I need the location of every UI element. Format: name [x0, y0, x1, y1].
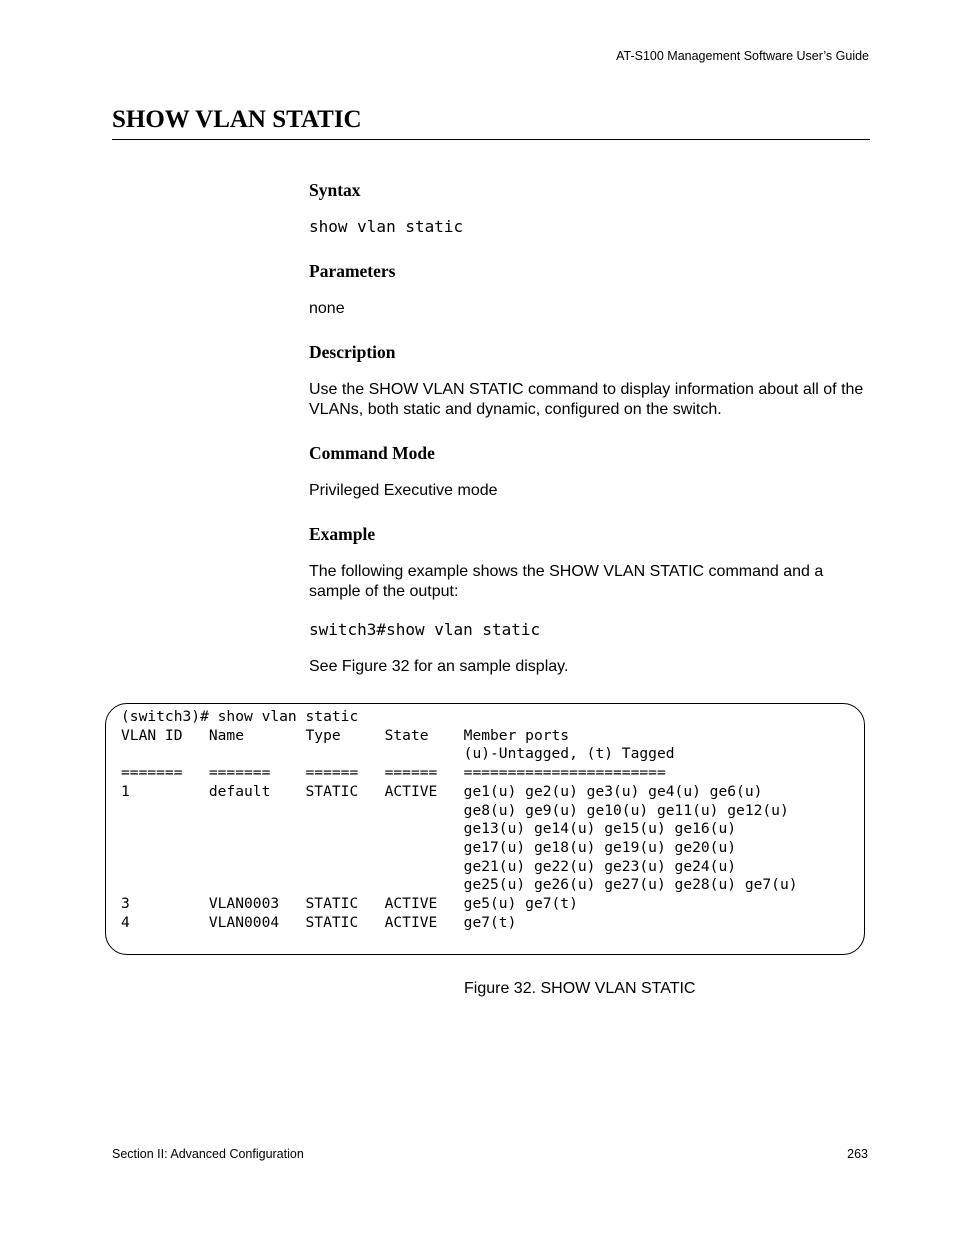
- example-text: The following example shows the SHOW VLAN STATIC command and a sample of the output:: [309, 563, 824, 600]
- running-header: AT-S100 Management Software User’s Guide: [616, 49, 869, 63]
- footer-section: Section II: Advanced Configuration: [112, 1147, 304, 1161]
- description-text: Use the SHOW VLAN STATIC command to display information about all of the VLANs, both static and dynamic, configured on the switch.: [309, 381, 864, 418]
- command-mode-text: Privileged Executive mode: [309, 482, 498, 499]
- terminal-output: (switch3)# show vlan static VLAN ID Name Type State Member ports (u)-Untagged, (t) Tagged ======= ======= ====== ====== ======================= 1 default STATIC ACTIVE ge1(u) ge2(u) ge3(u) ge4(u) ge6(u) ge8(u) ge9(u) ge10(u) ge11(u) ge12(u) ge13(u) ge14(u) ge15(u) ge16(u) ge17(u) ge18(u) ge19(u) ge20(u) ge21(u) ge22(u) ge23(u) ge24(u) ge25(u) ge26(u) ge27(u) ge28(u) ge7(u) 3 VLAN0003 STATIC ACTIVE ge5(u) ge7(t) 4 VLAN0004 STATIC ACTIVE ge7(t): [121, 708, 798, 931]
- syntax-heading: Syntax: [309, 180, 361, 200]
- example-note: See Figure 32 for an sample display.: [309, 658, 569, 675]
- command-mode-heading: Command Mode: [309, 443, 435, 463]
- terminal-figure: [105, 703, 865, 955]
- page-number: 263: [847, 1147, 868, 1161]
- parameters-text: none: [309, 300, 345, 317]
- syntax-code: show vlan static: [309, 217, 464, 236]
- figure-caption: Figure 32. SHOW VLAN STATIC: [464, 980, 696, 997]
- parameters-heading: Parameters: [309, 261, 396, 281]
- description-heading: Description: [309, 342, 396, 362]
- example-code: switch3#show vlan static: [309, 620, 541, 639]
- example-heading: Example: [309, 524, 376, 544]
- page-title: SHOW VLAN STATIC: [112, 106, 362, 133]
- title-rule: [112, 139, 870, 140]
